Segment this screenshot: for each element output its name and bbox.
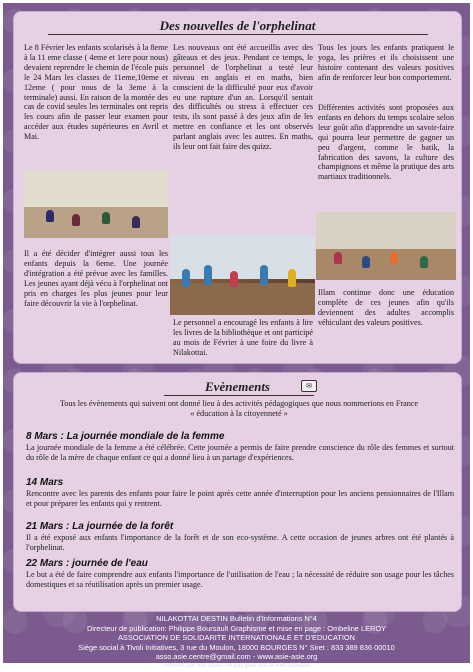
news-panel (13, 11, 462, 364)
news-title: Des nouvelles de l'orphelinat (159, 18, 316, 33)
footer-address: Siège social à Tivoli Initiatives, 3 rue du Moulon, 18000 BOURGES N° Siret : 833 389 836 00010 (78, 642, 395, 652)
footer (3, 614, 470, 672)
col2-paragraph-2: Le personnel a encouragé les enfants à lire les livres de la bibliothèque et ont participé au mois de Février à une foire du livre à Nilakottai. (173, 318, 313, 357)
page (3, 3, 470, 669)
events-intro-line-2: « éducation à la citoyenneté » (190, 409, 288, 418)
col3-paragraph-2: Différentes activités sont proposées aux enfants en dehors du temps scolaire selon leur goût afin d'apprendre un savoir-faire qui pourra leur permettre de gagner un peu d'argent, comme le batik, la fabrication des savons, la culture des champignons et même la pratique des arts martiaux traditionnels. (318, 103, 454, 182)
calendar-icon: ✉ (301, 380, 317, 392)
events-intro (34, 399, 444, 419)
photo-book-fair (170, 235, 315, 315)
footer-contact: asso.asie.centre@gmail.com - www.asie-asie.org (155, 652, 318, 662)
events-panel (13, 372, 462, 612)
event-heading: 21 Mars : La journée de la forêt (26, 521, 174, 532)
event-heading: 22 Mars : journée de l'eau (26, 558, 148, 569)
col3-paragraph-3: Illam continue donc une éducation complète de ces jeunes afin qu'ils deviennent des adultes accomplis véhiculant des valeurs positives. (318, 288, 454, 327)
events-intro-line-1: Tous les évènements qui suivent ont donné lieu à des activités pédagogiques que nous nommerions en France (59, 399, 419, 408)
events-title: Evènements (205, 379, 270, 394)
col1-paragraph-1: Le 8 Février les enfants scolarisés à la 8eme à la 11 eme classe ( 4eme et 1ere pour nous) devaient reprendre le chemin de l'école puis le 24 Mars les classes de 11eme,10eme et 12eme ( pour nous de la 3eme à la terminale) aussi. En raison de la montée des cas de covid seules les terminales ont repris les cours afin de passer leur examen pour accéder aux études supérieures en Avril et Mai. (24, 43, 168, 142)
event-text: Rencontre avec les parents des enfants pour faire le point après cette année d'interruption pour les anciens pensionnaires de l'Illam et pour préparer les enfants qui y rentrent. (26, 489, 454, 508)
event-heading: 14 Mars (26, 477, 64, 488)
title-underline (48, 34, 428, 35)
footer-association: ASSOCIATION DE SOLIDARITE INTERNATIONALE ET D'EDUCATION (118, 633, 355, 643)
event-heading: 8 Mars : La journée mondiale de la femme (26, 431, 225, 442)
events-title-underline (164, 395, 314, 396)
photo-classroom (24, 170, 168, 238)
col2-paragraph-1: Les nouveaux ont été accueillis avec des gâteaux et des jeux. Pendant ce temps, le personnel de l'orphelinat a testé leur niveau en anglais et en maths, bien conscient de la difficulté pour eux d'avoir eu une rupture d'un an. Lorsqu'il sentait des difficultés ou stress à effectuer ces tests, ils sont passé à des jeux afin de les mettre en confiance et les ont observés parlant anglais avec les autres. En maths, ils leur ont fait faire des quizz. (173, 43, 313, 152)
event-text: La journée mondiale de la femme a été célébrée. Cette journée a permis de faire prendre conscience du rôle des femmes et surtout du rôle de la mère de chaque enfant ce qui a donné lieu à un partage d'expériences. (26, 443, 454, 462)
event-text: Il a été exposé aux enfants l'importance de la forêt et de son eco-système. A cette occasion de jeunes arbres ont été plantés à l'orphelinat. (26, 533, 454, 552)
event-text: Le but a été de faire comprendre aux enfants l'importance de l'utilisation de l'eau ; la nécessité de réduire son usage pour les tâches domestiques et sa réutilisation après un premier usage. (26, 570, 454, 589)
col1-paragraph-2: Il a été décider d'intégrer aussi tous les enfants depuis la 6eme. Une journée d'intégration a été prévue avec les familles. Les jeunes ayant déjà vécu à l'orphelinat ont pris en charges les plus jeunes pour leur faire découvrir la vie à l'orphelinat. (24, 249, 168, 308)
col3-paragraph-1: Tous les jours les enfants pratiquent le yoga, les prières et ils choisissent une histoire contenant des valeurs positives afin de renforcer leur bon comportement. (318, 43, 454, 82)
photo-activities (316, 212, 456, 280)
footer-bulletin: NILAKOTTAI DESTIN Bulletin d'Informations N°4 (156, 614, 317, 623)
footer-publication: Directeur de publication: Philippe Boursault Graphisme et mise en page : Ombeline LEROY (86, 623, 387, 633)
footer-notice: Imprimé par nos soins, ne pas jeter sur la voie publique (162, 662, 311, 669)
